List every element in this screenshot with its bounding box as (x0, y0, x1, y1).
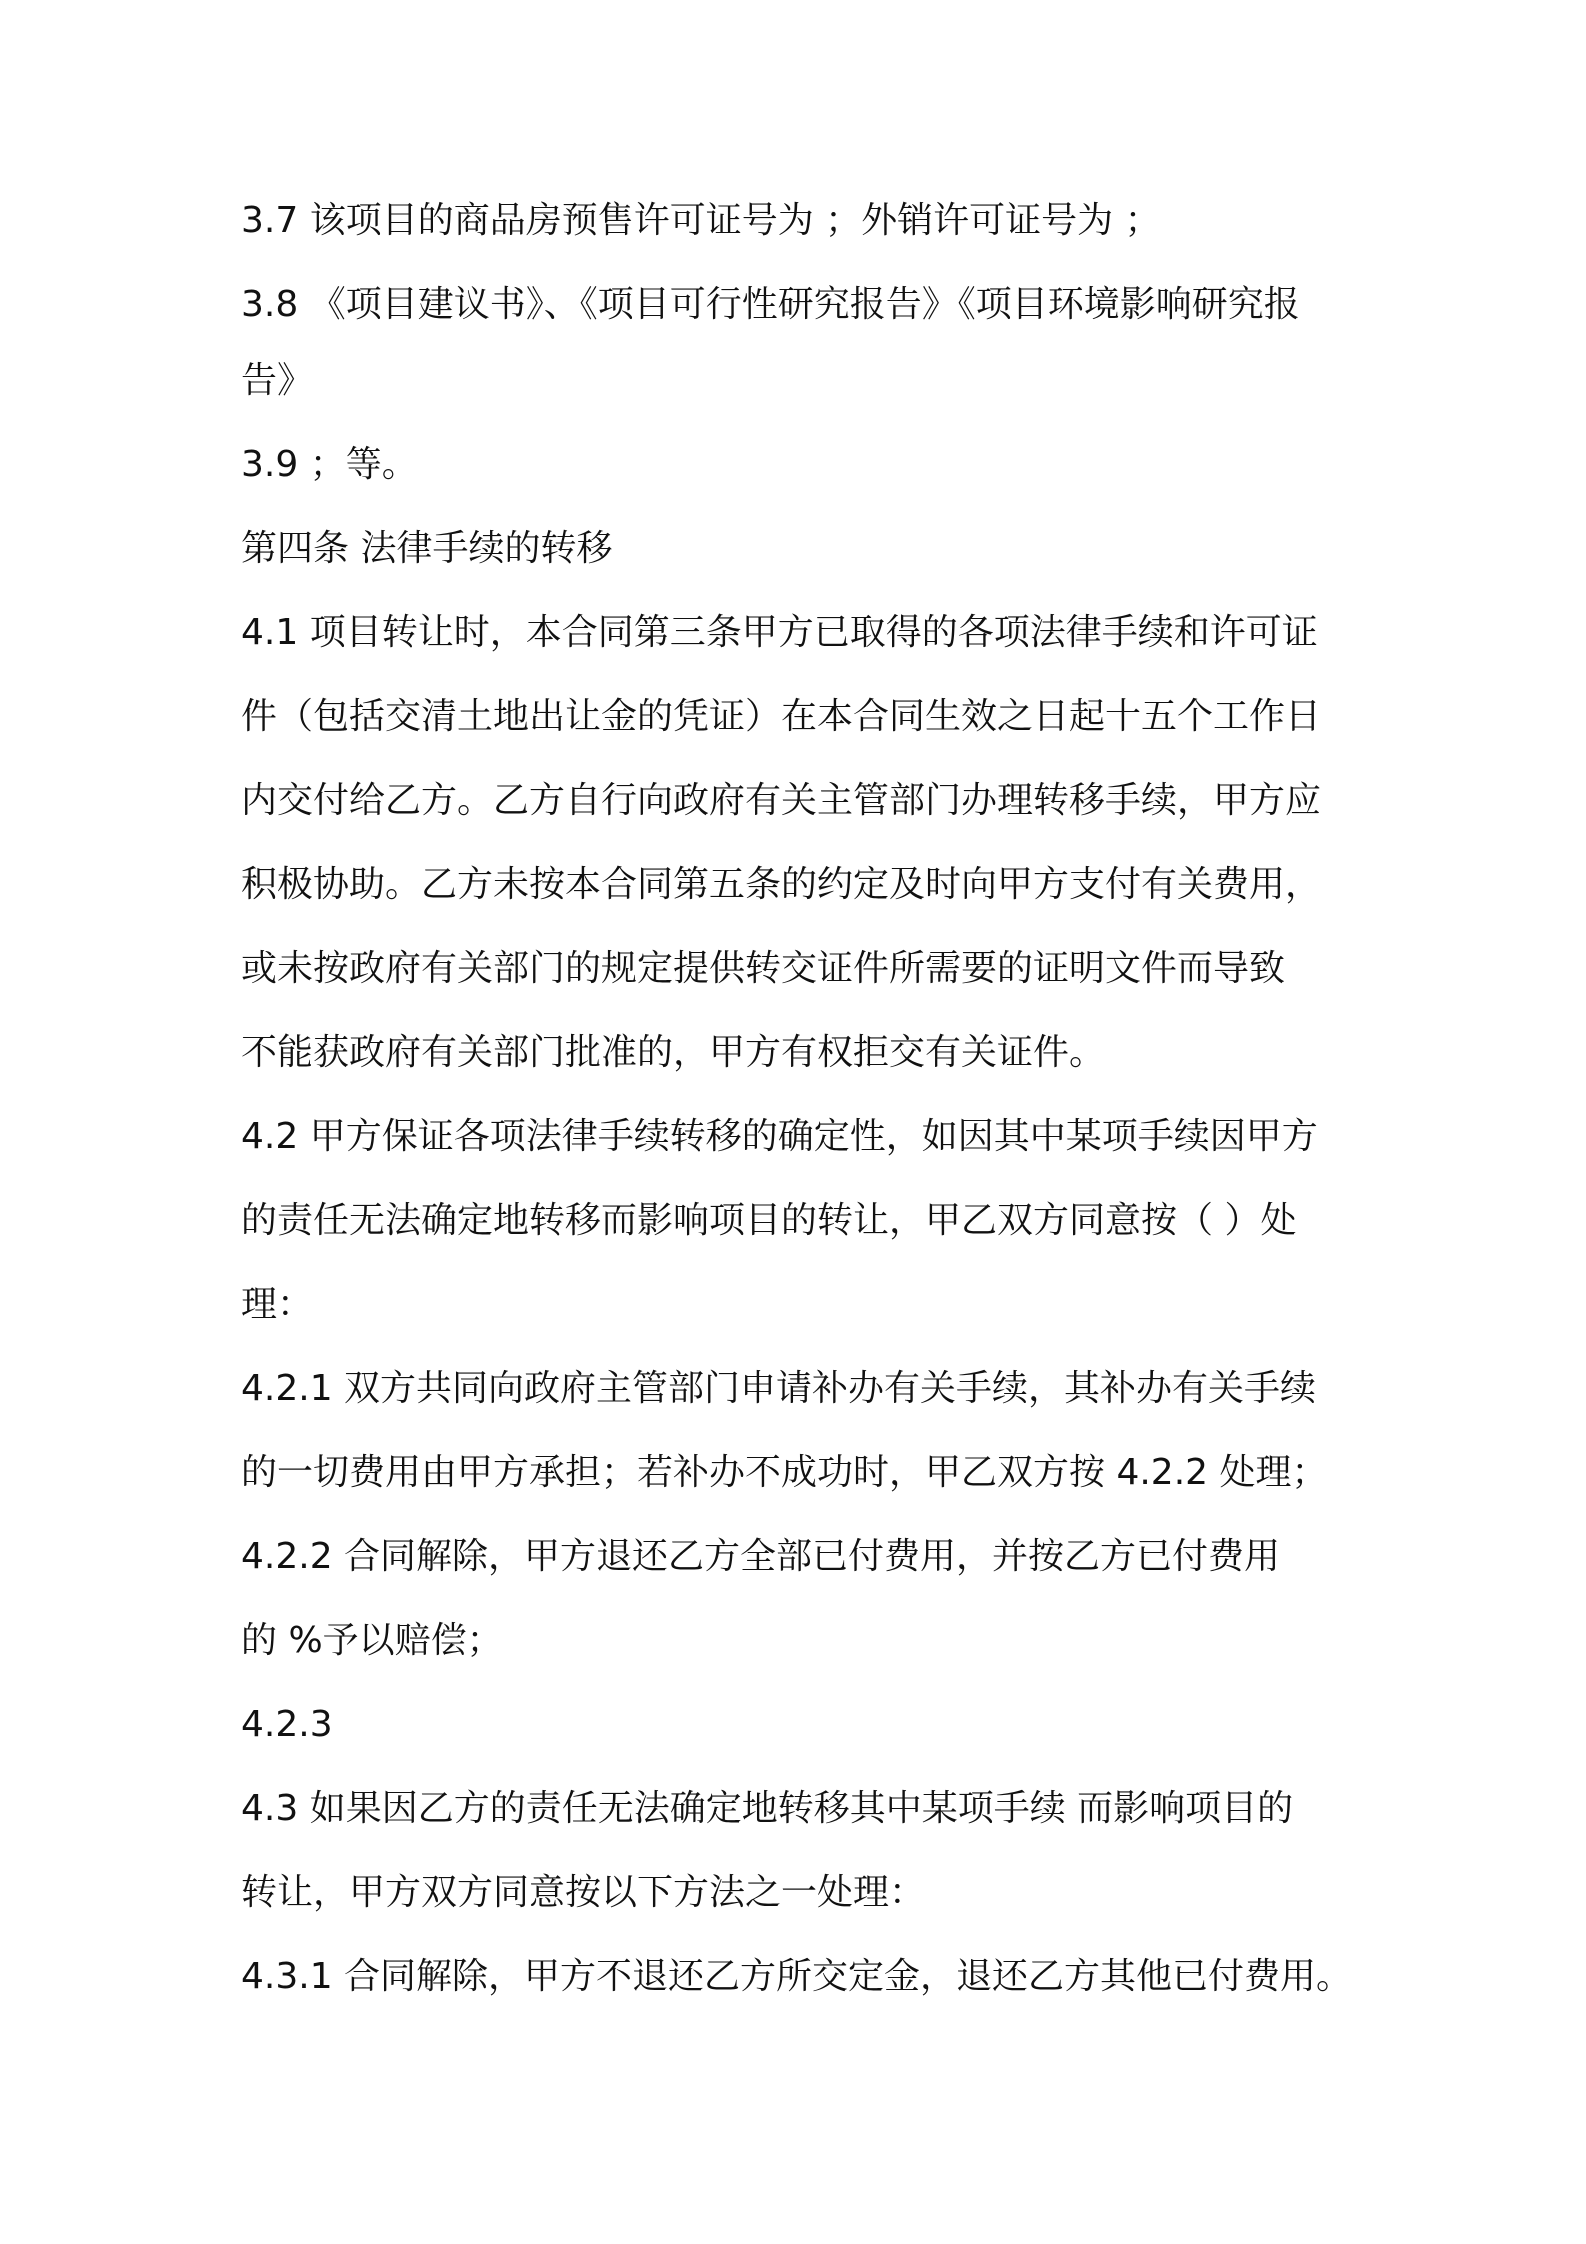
text-line-4-1-cont-4: 或未按政府有关部门的规定提供转交证件所需要的证明文件而导致 (241, 948, 1286, 989)
text-line-3-9: 3.9 ；等。 (241, 444, 418, 485)
text-line-4-1: 4.1 项目转让时，本合同第三条甲方已取得的各项法律手续和许可证 (241, 612, 1318, 653)
text-line-4-1-cont-5: 不能获政府有关部门批准的，甲方有权拒交有关证件。 (241, 1032, 1106, 1073)
section-heading-article-4: 第四条 法律手续的转移 (241, 528, 613, 569)
text-line-4-2: 4.2 甲方保证各项法律手续转移的确定性，如因其中某项手续因甲方 (241, 1116, 1318, 1157)
text-line-3-8-cont: 告》 (241, 360, 314, 401)
text-line-4-2-cont-2: 理： (241, 1284, 314, 1325)
text-line-4-3: 4.3 如果因乙方的责任无法确定地转移其中某项手续 而影响项目的 (241, 1788, 1294, 1829)
text-line-4-2-1-cont: 的一切费用由甲方承担；若补办不成功时，甲乙双方按 4.2.2 处理； (241, 1452, 1328, 1493)
text-line-4-1-cont-1: 件（包括交清土地出让金的凭证）在本合同生效之日起十五个工作日 (241, 696, 1322, 737)
text-line-4-1-cont-3: 积极协助。乙方未按本合同第五条的约定及时向甲方支付有关费用， (241, 864, 1322, 905)
text-line-4-2-cont-1: 的责任无法确定地转移而影响项目的转让，甲乙双方同意按（ ）处 (241, 1200, 1297, 1241)
text-line-4-3-cont: 转让，甲方双方同意按以下方法之一处理： (241, 1872, 926, 1913)
text-line-3-8: 3.8 《项目建议书》、《项目可行性研究报告》《项目环境影响研究报 (241, 284, 1300, 325)
text-line-4-3-1: 4.3.1 合同解除，甲方不退还乙方所交定金，退还乙方其他已付费用。 (241, 1956, 1353, 1997)
text-line-3-7: 3.7 该项目的商品房预售许可证号为 ；外销许可证号为 ； (241, 200, 1161, 241)
text-line-4-2-2: 4.2.2 合同解除，甲方退还乙方全部已付费用，并按乙方已付费用 (241, 1536, 1281, 1577)
text-line-4-2-2-cont: 的 %予以赔偿； (241, 1620, 503, 1661)
text-line-4-1-cont-2: 内交付给乙方。乙方自行向政府有关主管部门办理转移手续，甲方应 (241, 780, 1322, 821)
text-line-4-2-3: 4.2.3 (241, 1704, 333, 1745)
text-line-4-2-1: 4.2.1 双方共同向政府主管部门申请补办有关手续，其补办有关手续 (241, 1368, 1317, 1409)
